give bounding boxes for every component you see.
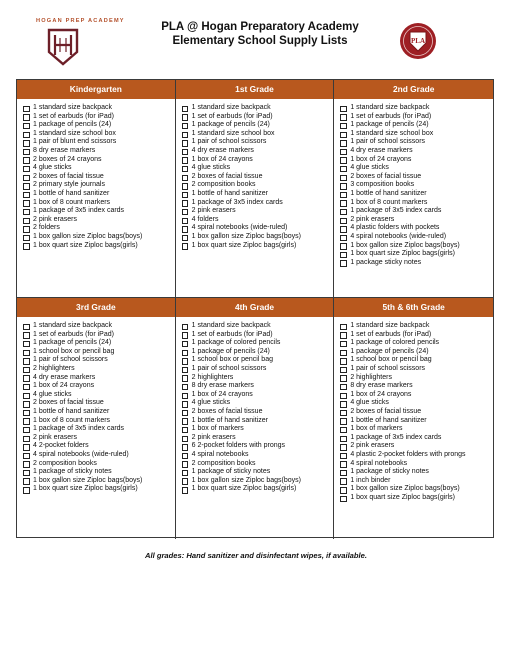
supply-item: 1 package of 3x5 index cards — [182, 199, 334, 208]
supply-item: 1 standard size backpack — [340, 322, 493, 331]
grade-header: 3rd Grade — [17, 298, 175, 317]
grade-header: Kindergarten — [17, 80, 175, 99]
supply-list — [176, 99, 334, 250]
supply-item: 1 inch binder — [340, 477, 493, 486]
supply-item: 2 folders — [23, 224, 175, 233]
supply-item: 1 bottle of hand sanitizer — [340, 417, 493, 426]
supply-item: 4 2-pocket folders — [23, 442, 175, 451]
grade-column-3rd — [17, 298, 176, 539]
supply-item: 1 box gallon size Ziploc bags(boys) — [340, 485, 493, 494]
supply-item: 1 box of 24 crayons — [23, 382, 175, 391]
supply-item: 2 pink erasers — [340, 442, 493, 451]
supply-list — [176, 317, 334, 494]
supply-item: 1 package of pencils (24) — [340, 121, 493, 130]
supply-item: 1 standard size backpack — [23, 104, 175, 113]
grade-column-4th — [176, 298, 335, 539]
grade-column-1st — [176, 80, 335, 298]
supply-item: 2 primary style journals — [23, 181, 175, 190]
supply-item: 1 package of pencils (24) — [340, 348, 493, 357]
supply-item: 1 pair of school scissors — [340, 138, 493, 147]
supply-item: 2 composition books — [182, 181, 334, 190]
supply-item: 2 highlighters — [340, 374, 493, 383]
supply-item: 4 glue sticks — [340, 399, 493, 408]
supply-item: 1 package of 3x5 index cards — [23, 207, 175, 216]
supply-item: 4 spiral notebooks (wide-ruled) — [340, 233, 493, 242]
supply-item: 1 standard size backpack — [182, 322, 334, 331]
supply-item: 4 plastic 2-pocket folders with prongs — [340, 451, 493, 460]
supply-item: 1 bottle of hand sanitizer — [340, 190, 493, 199]
school-logo — [36, 18, 126, 66]
supply-item: 1 set of earbuds (for iPad) — [23, 113, 175, 122]
supply-item: 1 standard size school box — [23, 130, 175, 139]
supply-item: 1 standard size backpack — [340, 104, 493, 113]
supply-item: 1 bottle of hand sanitizer — [182, 417, 334, 426]
supply-item: 1 box of 8 count markers — [23, 199, 175, 208]
supply-item: 1 bottle of hand sanitizer — [23, 190, 175, 199]
page-header — [140, 20, 380, 48]
supply-item: 1 box gallon size Ziploc bags(boys) — [340, 242, 493, 251]
supply-item: 1 package of colored pencils — [182, 339, 334, 348]
supply-item: 1 box of 24 crayons — [182, 391, 334, 400]
supply-list — [334, 317, 493, 502]
grade-header: 1st Grade — [176, 80, 334, 99]
supply-item: 4 glue sticks — [182, 399, 334, 408]
supply-item: 8 dry erase markers — [340, 382, 493, 391]
grade-column-kindergarten — [17, 80, 176, 298]
supply-list — [17, 99, 175, 250]
supply-item: 2 pink erasers — [23, 216, 175, 225]
brand-text: HOGAN PREP ACADEMY — [36, 18, 125, 24]
supply-item: 1 pair of school scissors — [182, 138, 334, 147]
supply-item: 1 set of earbuds (for iPad) — [182, 113, 334, 122]
supply-item: 1 standard size school box — [340, 130, 493, 139]
academy-seal-icon — [398, 21, 438, 61]
supply-item: 1 package of 3x5 index cards — [340, 207, 493, 216]
supply-item: 1 set of earbuds (for iPad) — [23, 331, 175, 340]
supply-item: 1 box gallon size Ziploc bags(boys) — [23, 477, 175, 486]
supply-item: 1 box of markers — [182, 425, 334, 434]
supply-item: 1 box of 8 count markers — [23, 417, 175, 426]
seal-text: PLA — [411, 37, 425, 45]
supply-item: 1 set of earbuds (for iPad) — [340, 113, 493, 122]
supply-item: 2 highlighters — [23, 365, 175, 374]
page-title: PLA @ Hogan Preparatory Academy — [161, 21, 359, 33]
supply-item: 1 pair of school scissors — [23, 356, 175, 365]
supply-item: 1 box of 24 crayons — [182, 156, 334, 165]
supply-item: 1 package of pencils (24) — [182, 121, 334, 130]
supply-item: 1 set of earbuds (for iPad) — [182, 331, 334, 340]
supply-item: 8 dry erase markers — [182, 382, 334, 391]
supply-item: 1 package of colored pencils — [340, 339, 493, 348]
supply-item: 1 bottle of hand sanitizer — [23, 408, 175, 417]
supply-item: 1 package of pencils (24) — [182, 348, 334, 357]
supply-item: 1 box quart size Ziploc bags(girls) — [182, 485, 334, 494]
supply-item: 4 spiral notebooks (wide-ruled) — [23, 451, 175, 460]
supply-item: 1 box of 24 crayons — [340, 156, 493, 165]
supply-item: 1 standard size backpack — [23, 322, 175, 331]
supply-item: 1 package of 3x5 index cards — [340, 434, 493, 443]
supply-item: 1 box gallon size Ziploc bags(boys) — [182, 233, 334, 242]
supply-item: 2 pink erasers — [182, 207, 334, 216]
supply-item: 4 dry erase markers — [23, 374, 175, 383]
supply-item: 2 composition books — [182, 460, 334, 469]
supply-item: 4 dry erase markers — [182, 147, 334, 156]
grade-column-2nd — [334, 80, 493, 298]
grade-header: 4th Grade — [176, 298, 334, 317]
supply-item: 2 pink erasers — [23, 434, 175, 443]
supply-item: 8 dry erase markers — [23, 147, 175, 156]
supply-item: 1 box of 8 count markers — [340, 199, 493, 208]
supply-item: 4 spiral notebooks (wide-ruled) — [182, 224, 334, 233]
grade-header: 2nd Grade — [334, 80, 493, 99]
supply-item: 1 package sticky notes — [340, 259, 493, 268]
supply-item: 1 pair of school scissors — [182, 365, 334, 374]
supply-item: 4 glue sticks — [23, 391, 175, 400]
supply-item: 1 box quart size Ziploc bags(girls) — [340, 494, 493, 503]
supply-item: 4 folders — [182, 216, 334, 225]
supply-item: 1 standard size school box — [182, 130, 334, 139]
grade-header: 5th & 6th Grade — [334, 298, 493, 317]
supply-item: 6 2-pocket folders with prongs — [182, 442, 334, 451]
supply-item: 1 box quart size Ziploc bags(girls) — [23, 242, 175, 251]
supply-item: 1 box quart size Ziploc bags(girls) — [340, 250, 493, 259]
supply-item: 1 package of pencils (24) — [23, 121, 175, 130]
grade-column-5th-6th — [334, 298, 493, 539]
supply-item: 2 boxes of facial tissue — [23, 173, 175, 182]
supply-list — [334, 99, 493, 267]
supply-item: 4 glue sticks — [23, 164, 175, 173]
supply-item: 1 pair of school scissors — [340, 365, 493, 374]
supply-item: 4 dry erase markers — [340, 147, 493, 156]
supply-item: 4 spiral notebooks — [340, 460, 493, 469]
supply-item: 2 boxes of facial tissue — [23, 399, 175, 408]
supply-item: 1 set of earbuds (for iPad) — [340, 331, 493, 340]
supply-item: 1 pair of blunt end scissors — [23, 138, 175, 147]
supply-item: 1 school box or pencil bag — [340, 356, 493, 365]
supply-item: 4 glue sticks — [340, 164, 493, 173]
supply-item: 1 package of pencils (24) — [23, 339, 175, 348]
supply-item: 2 boxes of facial tissue — [182, 173, 334, 182]
supply-item: 1 standard size backpack — [182, 104, 334, 113]
supply-list-table — [16, 79, 494, 538]
footer-note: All grades: Hand sanitizer and disinfectant wipes, if available. — [145, 551, 367, 560]
supply-item: 2 pink erasers — [182, 434, 334, 443]
supply-item: 1 box gallon size Ziploc bags(boys) — [182, 477, 334, 486]
supply-item: 2 boxes of 24 crayons — [23, 156, 175, 165]
supply-item: 2 composition books — [23, 460, 175, 469]
supply-item: 1 package of sticky notes — [23, 468, 175, 477]
supply-item: 1 package of sticky notes — [182, 468, 334, 477]
page-subtitle: Elementary School Supply Lists — [172, 35, 348, 47]
supply-item: 1 box quart size Ziploc bags(girls) — [23, 485, 175, 494]
supply-item: 1 school box or pencil bag — [182, 356, 334, 365]
supply-item: 2 highlighters — [182, 374, 334, 383]
shield-icon — [47, 28, 79, 66]
supply-item: 4 glue sticks — [182, 164, 334, 173]
supply-item: 2 pink erasers — [340, 216, 493, 225]
supply-item: 1 school box or pencil bag — [23, 348, 175, 357]
supply-item: 3 composition books — [340, 181, 493, 190]
supply-item: 2 boxes of facial tissue — [340, 173, 493, 182]
supply-item: 2 boxes of facial tissue — [182, 408, 334, 417]
supply-item: 2 boxes of facial tissue — [340, 408, 493, 417]
supply-item: 1 package of sticky notes — [340, 468, 493, 477]
supply-item: 1 package of 3x5 index cards — [23, 425, 175, 434]
supply-item: 1 box of 24 crayons — [340, 391, 493, 400]
supply-item: 1 box gallon size Ziploc bags(boys) — [23, 233, 175, 242]
supply-item: 1 box quart size Ziploc bags(girls) — [182, 242, 334, 251]
supply-item: 1 box of markers — [340, 425, 493, 434]
supply-item: 4 spiral notebooks — [182, 451, 334, 460]
supply-item: 1 bottle of hand sanitizer — [182, 190, 334, 199]
supply-item: 4 plastic folders with pockets — [340, 224, 493, 233]
supply-list — [17, 317, 175, 494]
